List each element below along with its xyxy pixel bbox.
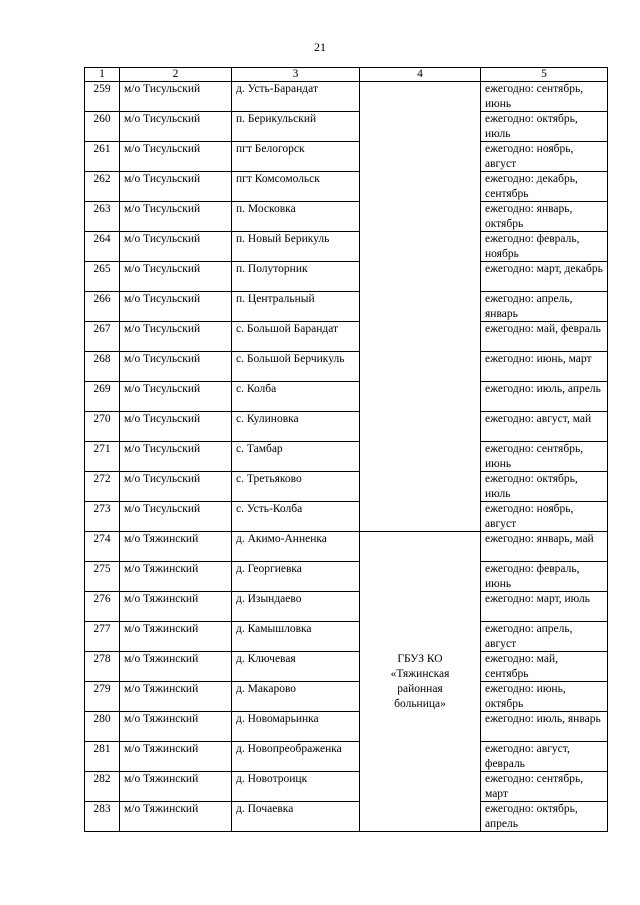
schedule-cell: ежегодно: декабрь, сентябрь xyxy=(481,172,608,202)
table-row xyxy=(85,262,608,292)
organization-cell xyxy=(360,82,481,532)
settlement-cell: с. Большой Берчикуль xyxy=(232,352,360,382)
row-number: 264 xyxy=(85,232,120,262)
district-cell: м/о Тисульский xyxy=(120,202,232,232)
settlement-cell: с. Третьяково xyxy=(232,472,360,502)
table-row xyxy=(85,802,608,832)
schedule-cell: ежегодно: февраль, июнь xyxy=(481,562,608,592)
district-cell: м/о Тяжинский xyxy=(120,592,232,622)
row-number: 265 xyxy=(85,262,120,292)
schedule-cell: ежегодно: октябрь, июль xyxy=(481,112,608,142)
district-cell: м/о Тисульский xyxy=(120,112,232,142)
table-row xyxy=(85,352,608,382)
district-cell: м/о Тисульский xyxy=(120,82,232,112)
district-cell: м/о Тисульский xyxy=(120,442,232,472)
settlement-cell: п. Центральный xyxy=(232,292,360,322)
row-number: 270 xyxy=(85,412,120,442)
table-row xyxy=(85,322,608,352)
row-number: 283 xyxy=(85,802,120,832)
district-cell: м/о Тяжинский xyxy=(120,622,232,652)
header-col-5: 5 xyxy=(481,68,608,82)
district-cell: м/о Тисульский xyxy=(120,172,232,202)
district-cell: м/о Тяжинский xyxy=(120,562,232,592)
table-row xyxy=(85,742,608,772)
district-cell: м/о Тяжинский xyxy=(120,532,232,562)
settlement-cell: д. Ключевая xyxy=(232,652,360,682)
table-row xyxy=(85,82,608,112)
district-cell: м/о Тисульский xyxy=(120,142,232,172)
schedule-cell: ежегодно: апрель, август xyxy=(481,622,608,652)
schedule-cell: ежегодно: июнь, март xyxy=(481,352,608,382)
organization-cell: ГБУЗ КО «Тяжинская районная больница» xyxy=(360,532,481,832)
table-row xyxy=(85,232,608,262)
schedule-cell: ежегодно: февраль, ноябрь xyxy=(481,232,608,262)
row-number: 268 xyxy=(85,352,120,382)
settlement-cell: д. Макарово xyxy=(232,682,360,712)
district-cell: м/о Тяжинский xyxy=(120,772,232,802)
district-cell: м/о Тисульский xyxy=(120,412,232,442)
settlement-cell: д. Изындаево xyxy=(232,592,360,622)
settlement-cell: п. Берикульский xyxy=(232,112,360,142)
row-number: 262 xyxy=(85,172,120,202)
schedule-cell: ежегодно: ноябрь, август xyxy=(481,142,608,172)
header-col-3: 3 xyxy=(232,68,360,82)
settlement-cell: д. Георгиевка xyxy=(232,562,360,592)
table-row xyxy=(85,502,608,532)
district-cell: м/о Тисульский xyxy=(120,502,232,532)
schedule-cell: ежегодно: октябрь, июль xyxy=(481,472,608,502)
district-cell: м/о Тисульский xyxy=(120,322,232,352)
settlement-cell: пгт Комсомольск xyxy=(232,172,360,202)
table-row xyxy=(85,172,608,202)
schedule-cell: ежегодно: сентябрь, июнь xyxy=(481,82,608,112)
table-row xyxy=(85,562,608,592)
schedule-cell: ежегодно: август, май xyxy=(481,412,608,442)
page-number: 21 xyxy=(314,40,326,54)
district-cell: м/о Тяжинский xyxy=(120,802,232,832)
district-cell: м/о Тисульский xyxy=(120,232,232,262)
row-number: 275 xyxy=(85,562,120,592)
settlement-cell: д. Камышловка xyxy=(232,622,360,652)
district-cell: м/о Тисульский xyxy=(120,262,232,292)
row-number: 280 xyxy=(85,712,120,742)
settlement-cell: д. Акимо-Анненка xyxy=(232,532,360,562)
table-row xyxy=(85,382,608,412)
row-number: 259 xyxy=(85,82,120,112)
row-number: 269 xyxy=(85,382,120,412)
district-cell: м/о Тяжинский xyxy=(120,742,232,772)
header-col-2: 2 xyxy=(120,68,232,82)
header-col-1: 1 xyxy=(85,68,120,82)
settlement-cell: п. Новый Берикуль xyxy=(232,232,360,262)
settlement-cell: д. Усть-Барандат xyxy=(232,82,360,112)
district-cell: м/о Тисульский xyxy=(120,472,232,502)
district-cell: м/о Тяжинский xyxy=(120,712,232,742)
schedule-cell: ежегодно: май, сентябрь xyxy=(481,652,608,682)
table-row xyxy=(85,682,608,712)
district-cell: м/о Тяжинский xyxy=(120,682,232,712)
settlement-cell: с. Усть-Колба xyxy=(232,502,360,532)
row-number: 263 xyxy=(85,202,120,232)
row-number: 281 xyxy=(85,742,120,772)
schedule-cell: ежегодно: август, февраль xyxy=(481,742,608,772)
schedule-cell: ежегодно: март, декабрь xyxy=(481,262,608,292)
row-number: 277 xyxy=(85,622,120,652)
table-row xyxy=(85,292,608,322)
table-row xyxy=(85,202,608,232)
settlement-cell: д. Новопреображенка xyxy=(232,742,360,772)
settlement-cell: с. Колба xyxy=(232,382,360,412)
table-row xyxy=(85,772,608,802)
schedule-cell: ежегодно: июль, январь xyxy=(481,712,608,742)
row-number: 267 xyxy=(85,322,120,352)
row-number: 273 xyxy=(85,502,120,532)
header-col-4: 4 xyxy=(360,68,481,82)
table-row xyxy=(85,712,608,742)
table-row xyxy=(85,592,608,622)
schedule-cell: ежегодно: май, февраль xyxy=(481,322,608,352)
table-row xyxy=(85,142,608,172)
row-number: 279 xyxy=(85,682,120,712)
table-row xyxy=(85,652,608,682)
settlement-cell: пгт Белогорск xyxy=(232,142,360,172)
table-row xyxy=(85,112,608,142)
settlement-cell: д. Новомарьинка xyxy=(232,712,360,742)
table-row xyxy=(85,532,608,562)
district-cell: м/о Тисульский xyxy=(120,352,232,382)
schedule-cell: ежегодно: октябрь, апрель xyxy=(481,802,608,832)
table-row xyxy=(85,412,608,442)
row-number: 276 xyxy=(85,592,120,622)
settlement-cell: п. Полуторник xyxy=(232,262,360,292)
district-cell: м/о Тисульский xyxy=(120,292,232,322)
schedule-cell: ежегодно: июнь, октябрь xyxy=(481,682,608,712)
schedule-cell: ежегодно: январь, октябрь xyxy=(481,202,608,232)
schedule-cell: ежегодно: март, июль xyxy=(481,592,608,622)
settlement-cell: д. Новотроицк xyxy=(232,772,360,802)
table-row xyxy=(85,622,608,652)
row-number: 260 xyxy=(85,112,120,142)
row-number: 278 xyxy=(85,652,120,682)
table-header-row xyxy=(85,68,608,82)
schedule-cell: ежегодно: январь, май xyxy=(481,532,608,562)
schedule-cell: ежегодно: сентябрь, июнь xyxy=(481,442,608,472)
district-cell: м/о Тяжинский xyxy=(120,652,232,682)
schedule-table xyxy=(84,67,608,832)
settlement-cell: с. Большой Барандат xyxy=(232,322,360,352)
schedule-cell: ежегодно: ноябрь, август xyxy=(481,502,608,532)
row-number: 282 xyxy=(85,772,120,802)
row-number: 271 xyxy=(85,442,120,472)
schedule-cell: ежегодно: июль, апрель xyxy=(481,382,608,412)
settlement-cell: с. Кулиновка xyxy=(232,412,360,442)
table-row xyxy=(85,442,608,472)
row-number: 272 xyxy=(85,472,120,502)
schedule-cell: ежегодно: апрель, январь xyxy=(481,292,608,322)
table-row xyxy=(85,472,608,502)
row-number: 261 xyxy=(85,142,120,172)
row-number: 266 xyxy=(85,292,120,322)
row-number: 274 xyxy=(85,532,120,562)
settlement-cell: п. Московка xyxy=(232,202,360,232)
settlement-cell: с. Тамбар xyxy=(232,442,360,472)
schedule-cell: ежегодно: сентябрь, март xyxy=(481,772,608,802)
settlement-cell: д. Почаевка xyxy=(232,802,360,832)
district-cell: м/о Тисульский xyxy=(120,382,232,412)
